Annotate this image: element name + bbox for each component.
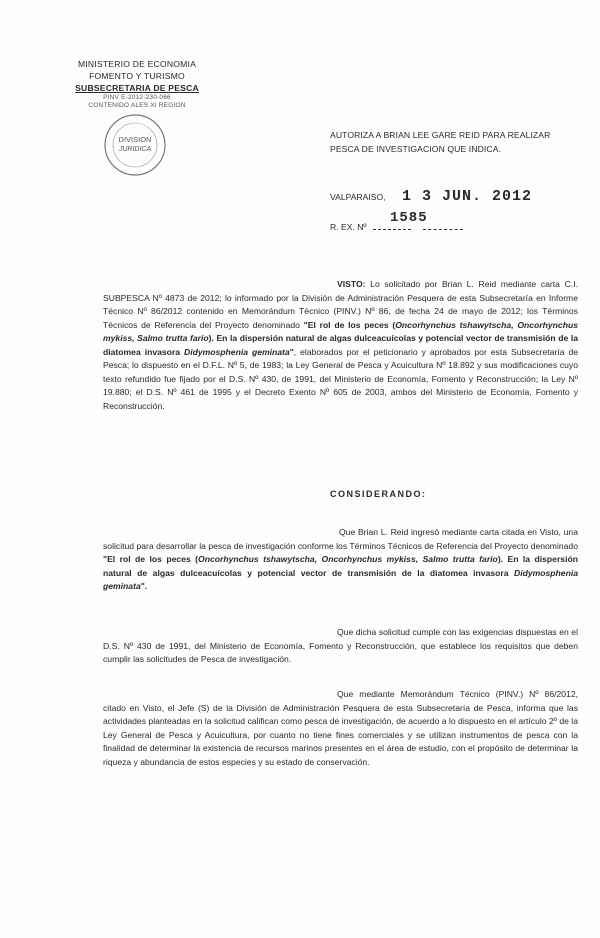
p1-species: Oncorhynchus tshawytscha, Oncorhynchus mykiss, Salmo trutta fario (198, 554, 498, 564)
contenido-line: CONTENIDO ALES XI REGION (88, 102, 186, 109)
visto-project-a: "El rol de los peces ( (303, 319, 396, 330)
p1-project-b: ). En la dispersión natural de algas dulceacuícolas y potencial vector de transmisión de la diatomea invasora (103, 554, 578, 578)
place-label: VALPARAISO, (330, 192, 386, 202)
resolution-label: R. EX. Nº (330, 222, 367, 232)
considerando-paragraph-2: Que dicha solicitud cumple con las exigencias dispuestas en el D.S. Nº 430 de 1991, del Ministerio de Economía, Fomento y Reconstrucción, que establece los requisitos que deben cumplir las solicitudes de Pesca de investigación. (103, 627, 578, 664)
date-stamp: 1 3 JUN. 2012 (401, 188, 532, 205)
p1-project-c: ". (140, 581, 148, 591)
number-blank-line (373, 229, 411, 230)
resolution-number (330, 210, 463, 232)
resolution-number-value: 1585 (390, 210, 428, 226)
visto-project-b: ). En la dispersión natural de algas dulceacuícolas y potencial vector de transmisión de la diatomea invasora (103, 333, 578, 357)
p1-project-a: "El rol de los peces ( (103, 554, 199, 564)
ministry-header (62, 58, 212, 110)
considerando-paragraph-3: Que mediante Memorándum Técnico (PINV.) Nº 86/2012, citado en Visto, el Jefe (S) de la División de Administración Pesquera de esta Subsecretaría de Pesca, informa que las actividades planteadas en la solicitud califican como pesca de investigación, de acuerdo a lo dispuesto en el artículo 2º de la Ley General de Pesca y Acuicultura, por cuanto no tiene fines comerciales y se utilizan instrumentos de pesca con la finalidad de determinar la existencia de recursos marinos presentes en el área de estudio, con el propósito de determinar la riqueza y abundancia de estos especies y su estado de conservación. (103, 689, 578, 767)
visto-text-b: , elaborados por el peticionario y aprobados por esta Subsecretaría de Pesca; lo dispuesto en el D.F.L. Nº 5, de 1983; la Ley General de Pesca y Acuicultura Nº 18.892 y sus modificaciones cuyo texto refundido fue fijado por el D.S. Nº 430, de 1991, del Ministerio de Economía, Fomento y Reconstrucción; la Ley Nº 19.880; el D.S. Nº 461 de 1995 y el Decreto Exento Nº 605 de 2003, ambos del Ministerio de Economía, Fomento y Reconstrucción. (103, 346, 579, 411)
visto-didymo: Didymosphenia geminata (184, 346, 290, 357)
ministry-line-1: MINISTERIO DE ECONOMIA (77, 59, 197, 69)
visto-text-a: Lo solicitado por Brian L. Reid mediante carta C.I. SUBPESCA Nº 4873 de 2012; lo informado por la División de Administración Pesquera de esta Subsecretaría en Informe Técnico Nº 86/2012 contenido en Memorándum Técnico (PINV.) Nº 86, de fecha 24 de mayo de 2012; los Términos Técnicos de Referencia del Proyecto denominado (103, 279, 578, 330)
ministry-line-2: FOMENTO Y TURISMO (89, 71, 185, 81)
place-and-date (330, 188, 532, 205)
p1-text-a: Que Brian L. Reid ingresó mediante carta citada en Visto, una solicitud para desarrollar la pesca de investigación conforme los Términos Técnicos de Referencia del Proyecto denominado (103, 527, 578, 551)
visto-heading: VISTO: (337, 279, 366, 289)
division-juridica-stamp (102, 112, 168, 178)
stamp-text-division: DIVISION (118, 135, 152, 144)
considerando-heading: CONSIDERANDO: (330, 489, 427, 499)
considerando-paragraph-1 (103, 526, 578, 594)
pinv-reference: PINV E-2012-230-066 (103, 94, 171, 101)
visto-species: Oncorhynchus tshawytscha, Oncorhynchus mykiss, Salmo trutta fario (103, 319, 578, 343)
visto-project-c: " (289, 346, 294, 357)
subsecretaria-line: SUBSECRETARIA DE PESCA (75, 83, 199, 93)
stamp-text-juridica: JURIDICA (118, 146, 152, 153)
resolution-subject: AUTORIZA A BRIAN LEE GARE REID PARA REALIZAR PESCA DE INVESTIGACION QUE INDICA. (330, 130, 551, 154)
p1-didymo: Didymosphenia geminata (103, 567, 578, 591)
number-blank-line-2 (423, 229, 463, 230)
visto-paragraph (103, 278, 578, 413)
